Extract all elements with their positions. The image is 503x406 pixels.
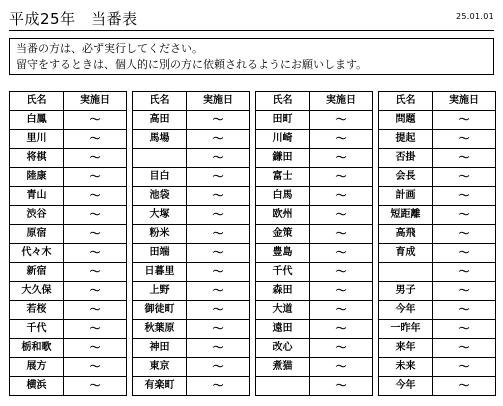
name-cell: 里川 — [10, 130, 64, 149]
done-date-cell: ～ — [433, 168, 496, 187]
table-row — [256, 358, 373, 377]
done-date-cell: ～ — [187, 168, 250, 187]
done-date-cell: ～ — [187, 244, 250, 263]
name-cell — [379, 263, 433, 282]
name-cell: 陸康 — [10, 168, 64, 187]
name-cell: 代々木 — [10, 244, 64, 263]
table-row — [256, 149, 373, 168]
table-row — [10, 263, 127, 282]
name-cell: 日暮里 — [133, 263, 187, 282]
table-row — [379, 130, 496, 149]
title-underline — [9, 30, 494, 31]
done-date-cell: ～ — [310, 377, 373, 396]
table-row — [379, 358, 496, 377]
column-header-done: 実施日 — [310, 92, 373, 111]
column-header-name: 氏名 — [133, 92, 187, 111]
done-date-cell: ～ — [187, 301, 250, 320]
notice-box — [9, 38, 494, 75]
name-cell: 金策 — [256, 225, 310, 244]
table-row — [10, 358, 127, 377]
name-cell: 計画 — [379, 187, 433, 206]
column-header-name: 氏名 — [379, 92, 433, 111]
name-cell: 大道 — [256, 301, 310, 320]
done-date-cell: ～ — [310, 187, 373, 206]
table-row — [256, 111, 373, 130]
done-date-cell: ～ — [64, 377, 127, 396]
table-row — [133, 377, 250, 396]
name-cell: 煮猫 — [256, 358, 310, 377]
name-cell: 青山 — [10, 187, 64, 206]
done-date-cell: ～ — [310, 206, 373, 225]
notice-line-2: 留守をするときは、個人的に別の方に依頼されるようにお願いします。 — [16, 58, 368, 71]
table-row — [379, 263, 496, 282]
table-row — [256, 244, 373, 263]
table-row — [10, 320, 127, 339]
done-date-cell: ～ — [64, 187, 127, 206]
table-row — [133, 149, 250, 168]
table-row — [133, 320, 250, 339]
table-row — [133, 339, 250, 358]
done-date-cell: ～ — [187, 358, 250, 377]
table-row — [133, 301, 250, 320]
name-cell: 渋谷 — [10, 206, 64, 225]
name-cell: 馬場 — [133, 130, 187, 149]
done-date-cell: ～ — [433, 206, 496, 225]
name-cell: 有楽町 — [133, 377, 187, 396]
table-row — [10, 130, 127, 149]
name-cell: 否掛 — [379, 149, 433, 168]
done-date-cell: ～ — [64, 206, 127, 225]
done-date-cell: ～ — [187, 206, 250, 225]
name-cell: 改心 — [256, 339, 310, 358]
done-date-cell: ～ — [433, 377, 496, 396]
name-cell: 今年 — [379, 301, 433, 320]
name-cell: 育成 — [379, 244, 433, 263]
name-cell: 池袋 — [133, 187, 187, 206]
table-row — [379, 149, 496, 168]
name-cell: 神田 — [133, 339, 187, 358]
table-row — [10, 339, 127, 358]
done-date-cell: ～ — [433, 339, 496, 358]
done-date-cell: ～ — [310, 111, 373, 130]
table-row — [379, 320, 496, 339]
table-row — [133, 111, 250, 130]
done-date-cell: ～ — [64, 301, 127, 320]
name-cell — [133, 149, 187, 168]
name-cell: 横浜 — [10, 377, 64, 396]
table-row — [133, 187, 250, 206]
name-cell: 栃和歌 — [10, 339, 64, 358]
table-row — [379, 187, 496, 206]
table-row — [379, 168, 496, 187]
done-date-cell: ～ — [187, 339, 250, 358]
name-cell: 原宿 — [10, 225, 64, 244]
table-row — [133, 225, 250, 244]
table-row — [379, 301, 496, 320]
table-row — [10, 168, 127, 187]
name-cell: 森田 — [256, 282, 310, 301]
table-row — [133, 244, 250, 263]
done-date-cell: ～ — [433, 187, 496, 206]
header-row — [256, 92, 373, 111]
table-row — [379, 339, 496, 358]
done-date-cell: ～ — [433, 111, 496, 130]
done-date-cell: ～ — [310, 339, 373, 358]
name-cell: 短距離 — [379, 206, 433, 225]
name-cell: 欧州 — [256, 206, 310, 225]
done-date-cell: ～ — [64, 149, 127, 168]
table-row — [256, 282, 373, 301]
done-date-cell: ～ — [433, 149, 496, 168]
done-date-cell: ～ — [187, 187, 250, 206]
table-row — [256, 168, 373, 187]
table-row — [10, 187, 127, 206]
done-date-cell: ～ — [187, 263, 250, 282]
name-cell: 千代 — [10, 320, 64, 339]
done-date-cell: ～ — [187, 111, 250, 130]
table-row — [256, 206, 373, 225]
table-row — [379, 282, 496, 301]
roster-table-4 — [378, 91, 496, 396]
header-row — [379, 92, 496, 111]
done-date-cell: ～ — [433, 358, 496, 377]
name-cell: 秋葉原 — [133, 320, 187, 339]
table-row — [256, 263, 373, 282]
name-cell — [256, 377, 310, 396]
name-cell: 男子 — [379, 282, 433, 301]
table-row — [256, 320, 373, 339]
name-cell: 目白 — [133, 168, 187, 187]
done-date-cell: ～ — [310, 301, 373, 320]
name-cell: 今年 — [379, 377, 433, 396]
done-date-cell: ～ — [64, 244, 127, 263]
table-row — [133, 282, 250, 301]
name-cell: 富士 — [256, 168, 310, 187]
done-date-cell: ～ — [310, 282, 373, 301]
done-date-cell: ～ — [310, 320, 373, 339]
roster-table-1 — [9, 91, 127, 396]
done-date-cell: ～ — [433, 282, 496, 301]
table-row — [133, 168, 250, 187]
header-row — [133, 92, 250, 111]
done-date-cell: ～ — [433, 225, 496, 244]
name-cell: 白馬 — [256, 187, 310, 206]
table-row — [10, 206, 127, 225]
name-cell: 千代 — [256, 263, 310, 282]
name-cell: 将棋 — [10, 149, 64, 168]
done-date-cell: ～ — [310, 130, 373, 149]
table-row — [10, 377, 127, 396]
name-cell: 新宿 — [10, 263, 64, 282]
done-date-cell: ～ — [64, 225, 127, 244]
page-date: 25.01.01 — [455, 12, 494, 21]
header-row — [10, 92, 127, 111]
table-row — [10, 111, 127, 130]
name-cell: 大塚 — [133, 206, 187, 225]
table-row — [379, 244, 496, 263]
page-title: 平成25年 当番表 — [9, 10, 138, 28]
done-date-cell: ～ — [433, 244, 496, 263]
table-row — [10, 244, 127, 263]
name-cell: 川崎 — [256, 130, 310, 149]
name-cell: 田端 — [133, 244, 187, 263]
done-date-cell: ～ — [187, 149, 250, 168]
table-row — [256, 225, 373, 244]
done-date-cell: ～ — [433, 263, 496, 282]
done-date-cell: ～ — [64, 263, 127, 282]
done-date-cell: ～ — [310, 225, 373, 244]
roster-tables — [9, 91, 495, 397]
column-header-done: 実施日 — [187, 92, 250, 111]
column-header-done: 実施日 — [433, 92, 496, 111]
name-cell: 来年 — [379, 339, 433, 358]
name-cell: 鎌田 — [256, 149, 310, 168]
done-date-cell: ～ — [310, 149, 373, 168]
name-cell: 大久保 — [10, 282, 64, 301]
done-date-cell: ～ — [187, 225, 250, 244]
table-row — [133, 358, 250, 377]
table-row — [256, 187, 373, 206]
done-date-cell: ～ — [310, 168, 373, 187]
done-date-cell: ～ — [64, 168, 127, 187]
column-header-done: 実施日 — [64, 92, 127, 111]
name-cell: 豊島 — [256, 244, 310, 263]
table-row — [10, 149, 127, 168]
name-cell: 上野 — [133, 282, 187, 301]
table-row — [256, 301, 373, 320]
notice-line-1: 当番の方は、必ず実行してください。 — [16, 42, 203, 55]
name-cell: 粉米 — [133, 225, 187, 244]
name-cell: 白鳳 — [10, 111, 64, 130]
name-cell: 東京 — [133, 358, 187, 377]
column-header-name: 氏名 — [10, 92, 64, 111]
name-cell: 提起 — [379, 130, 433, 149]
column-header-name: 氏名 — [256, 92, 310, 111]
name-cell: 未来 — [379, 358, 433, 377]
name-cell: 御徒町 — [133, 301, 187, 320]
name-cell: 田町 — [256, 111, 310, 130]
table-row — [379, 206, 496, 225]
table-row — [133, 263, 250, 282]
done-date-cell: ～ — [187, 282, 250, 301]
roster-table-2 — [132, 91, 250, 396]
done-date-cell: ～ — [310, 358, 373, 377]
table-row — [256, 339, 373, 358]
done-date-cell: ～ — [433, 320, 496, 339]
table-row — [10, 301, 127, 320]
done-date-cell: ～ — [433, 130, 496, 149]
table-row — [379, 377, 496, 396]
name-cell: 一昨年 — [379, 320, 433, 339]
done-date-cell: ～ — [187, 377, 250, 396]
done-date-cell: ～ — [64, 320, 127, 339]
name-cell: 高飛 — [379, 225, 433, 244]
name-cell: 若桜 — [10, 301, 64, 320]
table-row — [10, 225, 127, 244]
name-cell: 問題 — [379, 111, 433, 130]
done-date-cell: ～ — [64, 358, 127, 377]
done-date-cell: ～ — [64, 130, 127, 149]
name-cell: 遠田 — [256, 320, 310, 339]
done-date-cell: ～ — [64, 339, 127, 358]
name-cell: 展方 — [10, 358, 64, 377]
name-cell: 高田 — [133, 111, 187, 130]
done-date-cell: ～ — [187, 130, 250, 149]
table-row — [379, 111, 496, 130]
done-date-cell: ～ — [433, 301, 496, 320]
table-row — [256, 377, 373, 396]
table-row — [133, 206, 250, 225]
table-row — [133, 130, 250, 149]
table-row — [256, 130, 373, 149]
done-date-cell: ～ — [187, 320, 250, 339]
done-date-cell: ～ — [64, 111, 127, 130]
roster-table-3 — [255, 91, 373, 396]
table-row — [379, 225, 496, 244]
name-cell: 会長 — [379, 168, 433, 187]
done-date-cell: ～ — [310, 263, 373, 282]
done-date-cell: ～ — [64, 282, 127, 301]
table-row — [10, 282, 127, 301]
done-date-cell: ～ — [310, 244, 373, 263]
